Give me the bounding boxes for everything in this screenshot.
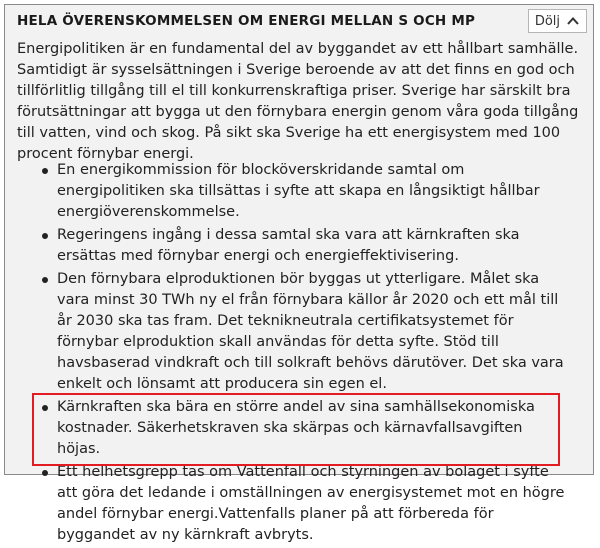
chevron-up-icon — [566, 14, 580, 28]
agreement-panel — [4, 4, 594, 543]
list-item: Kärnkraften ska bära en större andel av sina samhällsekonomiska kostnader. Säkerhetskraven ska skärpas och kärnavfallsavgiften höjas. — [5, 397, 565, 460]
panel-title: HELA ÖVERENSKOMMELSEN OM ENERGI MELLAN S OCH MP — [17, 13, 476, 29]
hide-toggle-button[interactable] — [528, 9, 587, 33]
list-item: Regeringens ingång i dessa samtal ska vara att kärnkraften ska ersättas med förnybar energi och energieffektivisering. — [5, 225, 565, 267]
agreement-bullet-list — [5, 160, 565, 548]
panel-header — [5, 5, 593, 35]
list-item: En energikommission för blocköverskridande samtal om energipolitiken ska tillsättas i syfte att skapa en långsiktigt hållbar energiöverenskommelse. — [5, 160, 565, 223]
list-item-highlighted: Ett helhetsgrepp tas om Vattenfall och styrningen av bolaget i syfte att göra det ledande i omställningen av energisystemet mot en högre andel förnybar energi.Vattenfalls planer på att förbereda för byggandet av ny kärnkraft avbryts. — [5, 462, 565, 546]
hide-toggle-label: Dölj — [534, 13, 560, 29]
intro-paragraph: Energipolitiken är en fundamental del av byggandet av ett hållbart samhälle. Samtidigt är sysselsättningen i Sverige beroende av att det finns en god och tillförlitlig tillgång till el till konkurrenskraftiga priser. Sverige har särskilt bra förutsättningar att bygga ut den förnybara energin genom våra goda tillgång till vatten, vind och skog. På sikt ska Sverige ha ett energisystem med 100 procent förnybar energi. — [17, 41, 579, 162]
list-item: Den förnybara elproduktionen bör byggas ut ytterligare. Målet ska vara minst 30 TWh ny el från förnybara källor år 2020 och ett mål till år 2030 ska tas fram. Det teknikneutrala certifikatsystemet för förnybar elproduktion skall användas för detta syfte. Stöd till havsbaserad vindkraft och till solkraft behövs därutöver. Det ska vara enkelt och lönsamt att producera sin egen el. — [5, 269, 565, 395]
